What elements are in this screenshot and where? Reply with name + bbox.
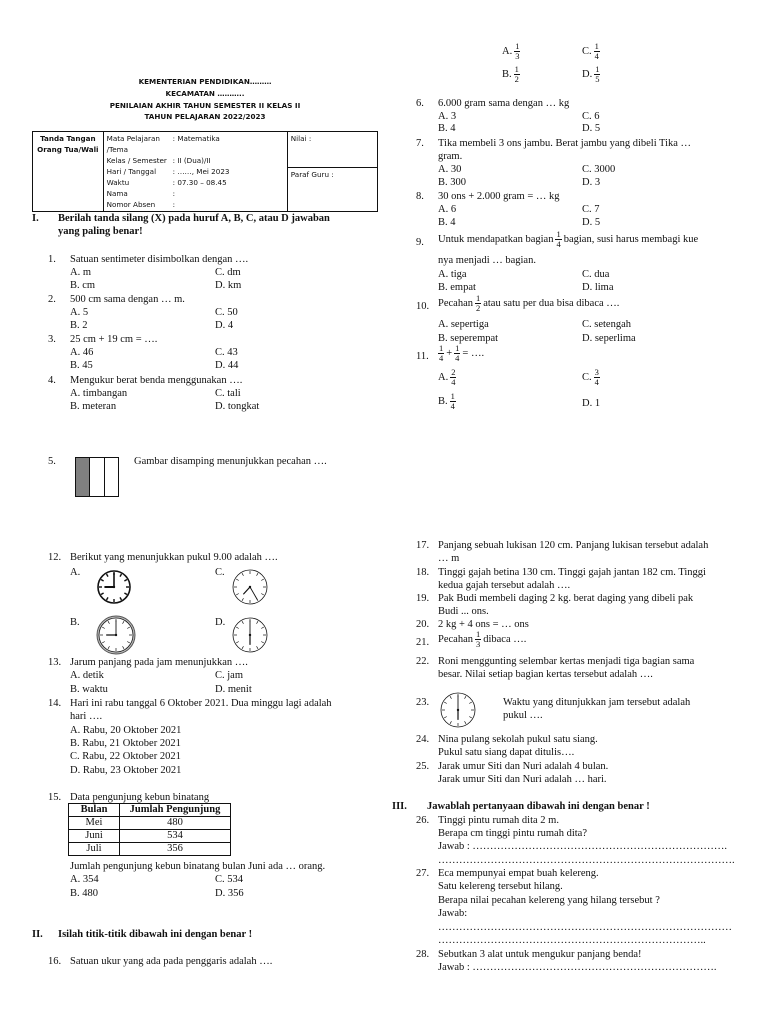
fraction: [475, 294, 481, 313]
question-number: 17.: [416, 540, 430, 551]
question-text: 500 cm sama dengan … m.: [70, 294, 185, 305]
option-label: C.: [582, 371, 592, 383]
question-text: Berikut yang menunjukkan pukul 9.00 adalah ….: [70, 552, 278, 563]
table-cell: Juni: [69, 830, 120, 843]
option-d[interactable]: D. km: [215, 280, 242, 291]
option-a[interactable]: A. 5: [70, 307, 89, 318]
clock-question-23: [438, 690, 478, 730]
teacher-initial-label: Paraf Guru :: [290, 170, 334, 179]
question-text: Waktu yang ditunjukkan jam tersebut adalah: [503, 697, 691, 708]
option-d[interactable]: D. Rabu, 23 Oktober 2021: [70, 765, 182, 776]
option-a[interactable]: A. tiga: [438, 269, 467, 280]
denominator: 4: [594, 377, 599, 387]
answer-line[interactable]: Jawab : ……………………………………………………………….: [438, 841, 728, 852]
question-text: 2 kg + 4 ons = … ons: [438, 619, 529, 630]
question-text: [438, 230, 698, 249]
signature-cell[interactable]: [33, 132, 104, 212]
text-part: = ….: [462, 347, 485, 359]
numerator: 1: [455, 343, 460, 353]
option-d[interactable]: D. 5: [582, 217, 601, 228]
text-part: Pecahan: [438, 633, 473, 645]
denominator: 2: [475, 303, 481, 313]
option-b[interactable]: B. empat: [438, 282, 476, 293]
info-key: Waktu: [106, 178, 130, 187]
info-value: : Matematika: [172, 134, 220, 143]
header-line-4: TAHUN PELAJARAN 2022/2023: [144, 112, 266, 121]
denominator: 4: [455, 353, 460, 363]
question-text: 6.000 gram sama dengan … kg: [438, 98, 570, 109]
option-b[interactable]: B. cm: [70, 280, 96, 291]
question-number: 15.: [48, 792, 62, 803]
question-text: 25 cm + 19 cm = ….: [70, 334, 158, 345]
option-b[interactable]: [502, 65, 522, 84]
option-d[interactable]: D. 5: [582, 123, 601, 134]
info-key: Nama: [106, 189, 128, 198]
teacher-initial-field[interactable]: [288, 168, 377, 181]
option-label: B.: [438, 395, 448, 407]
denominator: 3: [515, 51, 520, 61]
question-text: Panjang sebuah lukisan 120 cm. Panjang lukisan tersebut adalah: [438, 540, 709, 551]
fraction: [450, 392, 456, 411]
question-number: 27.: [416, 868, 430, 879]
unshaded-part: [90, 458, 104, 496]
info-key: Kelas / Semester: [106, 156, 167, 165]
option-c[interactable]: C. dua: [582, 269, 610, 280]
text-part: Untuk mendapatkan bagian: [438, 233, 554, 245]
clock-option-a[interactable]: [96, 567, 132, 607]
question-number: 14.: [48, 698, 62, 709]
numerator: 1: [475, 293, 481, 303]
question-number: 25.: [416, 761, 430, 772]
option-label: D.: [582, 68, 593, 80]
answer-line[interactable]: ………………………………………………………………………….: [438, 855, 735, 866]
question-number: 3.: [48, 334, 56, 345]
question-text: Hari ini rabu tanggal 6 Oktober 2021. Dua minggu lagi adalah: [70, 698, 332, 709]
shaded-part: [76, 458, 90, 496]
question-number: 20.: [416, 619, 430, 630]
denominator: 5: [595, 74, 600, 84]
section-2-title: Isilah titik-titik dibawah ini dengan benar !: [58, 929, 253, 940]
question-number: 28.: [416, 949, 430, 960]
clock-center: [457, 709, 459, 711]
numerator: 1: [515, 41, 520, 51]
option-c[interactable]: C. 7: [582, 204, 600, 215]
question-text: Sebutkan 3 alat untuk mengukur panjang benda!: [438, 949, 642, 960]
question-number: 1.: [48, 254, 56, 265]
option-a[interactable]: A. 354: [70, 874, 99, 885]
table-header: Jumlah Pengunjung: [120, 804, 231, 817]
question-text: Tinggi pintu rumah dita 2 m.: [438, 815, 559, 826]
question-text: Gambar disamping menunjukkan pecahan ….: [134, 456, 327, 467]
option-c[interactable]: C. jam: [215, 670, 243, 681]
absence-number-field[interactable]: :: [172, 200, 176, 209]
clock-center: [249, 634, 251, 636]
option-b[interactable]: B. seperempat: [438, 333, 499, 344]
option-b[interactable]: B. waktu: [70, 684, 108, 695]
question-number: 13.: [48, 657, 62, 668]
option-c[interactable]: C. 50: [215, 307, 238, 318]
option-b[interactable]: B. 2: [70, 320, 88, 331]
option-c[interactable]: C. setengah: [582, 319, 631, 330]
option-d[interactable]: D.: [215, 617, 226, 628]
denominator: 4: [451, 377, 456, 387]
question-text-2: nya menjadi … bagian.: [438, 255, 536, 266]
question-text: [438, 294, 619, 313]
numerator: 2: [451, 367, 456, 377]
question-text: [438, 630, 526, 649]
option-a[interactable]: A. sepertiga: [438, 319, 489, 330]
text-part: atau satu per dua bisa dibaca ….: [483, 297, 620, 309]
student-info-box: [32, 131, 378, 212]
fraction: [594, 65, 600, 84]
numerator: 1: [595, 64, 600, 74]
plus-sign: +: [446, 347, 453, 359]
header-line-3: PENILAIAN AKHIR TAHUN SEMESTER II KELAS II: [109, 101, 301, 110]
question-number: 11.: [416, 351, 429, 362]
question-text: Pak Budi membeli daging 2 kg. berat daging yang dibeli pak: [438, 593, 694, 604]
numerator: 1: [475, 629, 481, 639]
text-part: Pecahan: [438, 297, 473, 309]
option-label: A.: [502, 45, 513, 57]
section-1-title: Berilah tanda silang (X) pada huruf A, B, C, atau D jawaban: [58, 213, 330, 224]
option-b[interactable]: B.: [70, 617, 80, 628]
header-line-1: KEMENTERIAN PENDIDIKAN………: [138, 77, 272, 86]
info-value: : 07.30 – 08.45: [172, 178, 227, 187]
question-text: Tika membeli 3 ons jambu. Berat jambu yang dibeli Tika …: [438, 138, 692, 149]
numerator: 1: [514, 64, 519, 74]
option-d[interactable]: D. 4: [215, 320, 234, 331]
option-a[interactable]: A. timbangan: [70, 388, 128, 399]
fraction: [475, 630, 481, 649]
signature-label-2: Orang Tua/Wali: [37, 145, 99, 154]
denominator: 4: [450, 401, 455, 411]
option-b[interactable]: B. 4: [438, 123, 456, 134]
numerator: 3: [594, 367, 599, 377]
question-text: [436, 344, 484, 363]
question-number: 16.: [48, 956, 62, 967]
question-number: 18.: [416, 567, 430, 578]
section-3-number: III.: [392, 801, 407, 812]
question-text: Data pengunjung kebun binatang: [70, 792, 210, 803]
question-text-3: Berapa nilai pecahan kelereng yang hilang tersebut ?: [438, 895, 660, 906]
option-d[interactable]: D. 356: [215, 888, 244, 899]
question-number: 19.: [416, 593, 430, 604]
table-header: Bulan: [69, 804, 120, 817]
identity-cell: [103, 132, 287, 212]
fraction: [555, 230, 561, 249]
option-b[interactable]: [438, 392, 458, 411]
question-number: 2.: [48, 294, 56, 305]
option-d[interactable]: D. seperlima: [582, 333, 636, 344]
question-number: 10.: [416, 301, 430, 312]
option-b[interactable]: B. 300: [438, 177, 467, 188]
text-part: bagian, susi harus membagi kue: [563, 233, 699, 245]
table-row: [69, 830, 231, 843]
question-text-2: pukul ….: [503, 710, 543, 721]
question-number: 22.: [416, 656, 430, 667]
answer-line[interactable]: …………………………………………………………………………: [438, 922, 732, 933]
unshaded-part: [105, 458, 118, 496]
option-d[interactable]: D. lima: [582, 282, 614, 293]
option-a[interactable]: A. 46: [70, 347, 94, 358]
option-c[interactable]: [582, 368, 602, 387]
option-a[interactable]: A. 3: [438, 111, 457, 122]
question-number: 23.: [416, 697, 430, 708]
table-cell: 356: [120, 843, 231, 856]
question-number: 7.: [416, 138, 424, 149]
option-a[interactable]: [438, 368, 458, 387]
option-c[interactable]: C. 6: [582, 111, 600, 122]
answer-line[interactable]: …………………………………………………………………..: [438, 935, 706, 946]
question-text: Eca mempunyai empat buah kelereng.: [438, 868, 599, 879]
score-field[interactable]: [288, 132, 377, 168]
clock-option-d[interactable]: [230, 615, 270, 655]
clock-option-b[interactable]: [96, 615, 136, 655]
fraction: [438, 344, 444, 363]
option-c[interactable]: C. 43: [215, 347, 238, 358]
denominator: 4: [439, 353, 444, 363]
question-text: Tinggi gajah betina 130 cm. Tinggi gajah jantan 182 cm. Tinggi: [438, 567, 706, 578]
question-text: Jarum panjang pada jam menunjukkan ….: [70, 657, 248, 668]
fraction-rectangle: [75, 457, 119, 497]
info-key: Mata Pelajaran /Tema: [106, 134, 160, 154]
question-number: 5.: [48, 456, 56, 467]
numerator: 1: [594, 41, 599, 51]
question-text-2: gram.: [438, 151, 463, 162]
table-cell: 480: [120, 817, 231, 830]
option-a[interactable]: [502, 42, 522, 61]
fraction: [454, 344, 460, 363]
option-d[interactable]: D. menit: [215, 684, 252, 695]
numerator: 1: [556, 229, 561, 239]
table-cell: 534: [120, 830, 231, 843]
fraction: [514, 65, 520, 84]
option-c[interactable]: C. Rabu, 22 Oktober 2021: [70, 751, 181, 762]
question-number: 21.: [416, 637, 430, 648]
question-text-2: Jumlah pengunjung kebun binatang bulan Juni ada … orang.: [70, 861, 326, 872]
option-b[interactable]: B. 480: [70, 888, 99, 899]
question-text: Satuan sentimeter disimbolkan dengan ….: [70, 254, 249, 265]
fraction: [594, 368, 600, 387]
question-text-2: hari ….: [70, 711, 103, 722]
option-a[interactable]: A.: [70, 567, 81, 578]
option-a[interactable]: A. Rabu, 20 Oktober 2021: [70, 725, 182, 736]
numerator: 1: [439, 343, 444, 353]
option-c[interactable]: C.: [215, 567, 225, 578]
option-c[interactable]: C. dm: [215, 267, 241, 278]
denominator: 4: [556, 239, 561, 249]
question-number: 9.: [416, 237, 424, 248]
question-text-2: Budi ... ons.: [438, 606, 489, 617]
table-row: [69, 843, 231, 856]
section-2-number: II.: [32, 929, 43, 940]
section-1-title-2: yang paling benar!: [58, 226, 143, 237]
question-text: Jarak umur Siti dan Nuri adalah 4 bulan.: [438, 761, 609, 772]
question-text: Mengukur berat benda menggunakan ….: [70, 375, 243, 386]
question-text-2: Jarak umur Siti dan Nuri adalah … hari.: [438, 774, 607, 785]
info-key: Nomor Absen: [106, 200, 156, 209]
header-line-2: KECAMATAN ………..: [165, 89, 245, 98]
denominator: 3: [475, 639, 481, 649]
option-d[interactable]: [582, 65, 602, 84]
question-text: Nina pulang sekolah pukul satu siang.: [438, 734, 598, 745]
info-key: Hari / Tanggal: [106, 167, 157, 176]
question-text-2: besar. Nilai setiap bagian kertas tersebut adalah ….: [438, 669, 653, 680]
denominator: 4: [594, 51, 599, 61]
text-part: dibaca ….: [483, 633, 527, 645]
fraction: [514, 42, 520, 61]
clock-center: [115, 634, 117, 636]
answer-blank[interactable]: … m: [438, 553, 460, 564]
denominator: 2: [514, 74, 519, 84]
option-c[interactable]: C. 3000: [582, 164, 616, 175]
section-1-number: I.: [32, 213, 39, 224]
score-cell: [287, 132, 377, 212]
option-b[interactable]: B. meteran: [70, 401, 117, 412]
question-number: 6.: [416, 98, 424, 109]
question-text-2: Pukul satu siang dapat ditulis….: [438, 747, 575, 758]
option-label: A.: [438, 371, 449, 383]
fraction: [594, 42, 600, 61]
clock-center: [113, 586, 115, 588]
question-text-2: Satu kelereng tersebut hilang.: [438, 881, 563, 892]
option-b[interactable]: B. 45: [70, 360, 93, 371]
question-text-2: Berapa cm tinggi pintu rumah dita?: [438, 828, 587, 839]
option-c[interactable]: C. 534: [215, 874, 244, 885]
question-number: 12.: [48, 552, 62, 563]
option-d[interactable]: D. 44: [215, 360, 239, 371]
name-field[interactable]: :: [172, 189, 176, 198]
clock-center: [249, 586, 251, 588]
option-d[interactable]: D. tongkat: [215, 401, 260, 412]
table-cell: Mei: [69, 817, 120, 830]
option-label: C.: [582, 45, 592, 57]
section-3-title: Jawablah pertanyaan dibawah ini dengan benar !: [427, 801, 650, 812]
answer-line[interactable]: Jawab : …………………………………………………………….: [438, 962, 717, 973]
option-a[interactable]: A. 30: [438, 164, 462, 175]
info-value: : ……, Mei 2023: [172, 167, 230, 176]
answer-label: Jawab:: [438, 908, 468, 919]
question-text: Satuan ukur yang ada pada penggaris adalah ….: [70, 956, 273, 967]
option-b[interactable]: B. 4: [438, 217, 456, 228]
option-a[interactable]: A. detik: [70, 670, 104, 681]
question-number: 26.: [416, 815, 430, 826]
option-b[interactable]: B. Rabu, 21 Oktober 2021: [70, 738, 181, 749]
table-cell: Juli: [69, 843, 120, 856]
question-number: 24.: [416, 734, 430, 745]
question-text: Roni menggunting selembar kertas menjadi tiga bagian sama: [438, 656, 695, 667]
question-number: 8.: [416, 191, 424, 202]
fraction: [450, 368, 456, 387]
clock-option-c[interactable]: [230, 567, 270, 607]
option-c[interactable]: [582, 42, 602, 61]
visitor-table: [68, 803, 231, 856]
question-text: 30 ons + 2.000 gram = … kg: [438, 191, 560, 202]
info-value: : II (Dua)/II: [172, 156, 211, 165]
question-number: 4.: [48, 375, 56, 386]
option-d[interactable]: D. 3: [582, 177, 601, 188]
table-row: [69, 817, 231, 830]
option-a[interactable]: A. 6: [438, 204, 457, 215]
option-c[interactable]: C. tali: [215, 388, 241, 399]
option-label: B.: [502, 68, 512, 80]
option-a[interactable]: A. m: [70, 267, 91, 278]
score-label: Nilai :: [290, 134, 312, 143]
signature-label: Tanda Tangan: [40, 134, 96, 143]
question-text-2: kedua gajah tersebut adalah ….: [438, 580, 571, 591]
option-d[interactable]: D. 1: [582, 398, 601, 409]
numerator: 1: [450, 391, 455, 401]
